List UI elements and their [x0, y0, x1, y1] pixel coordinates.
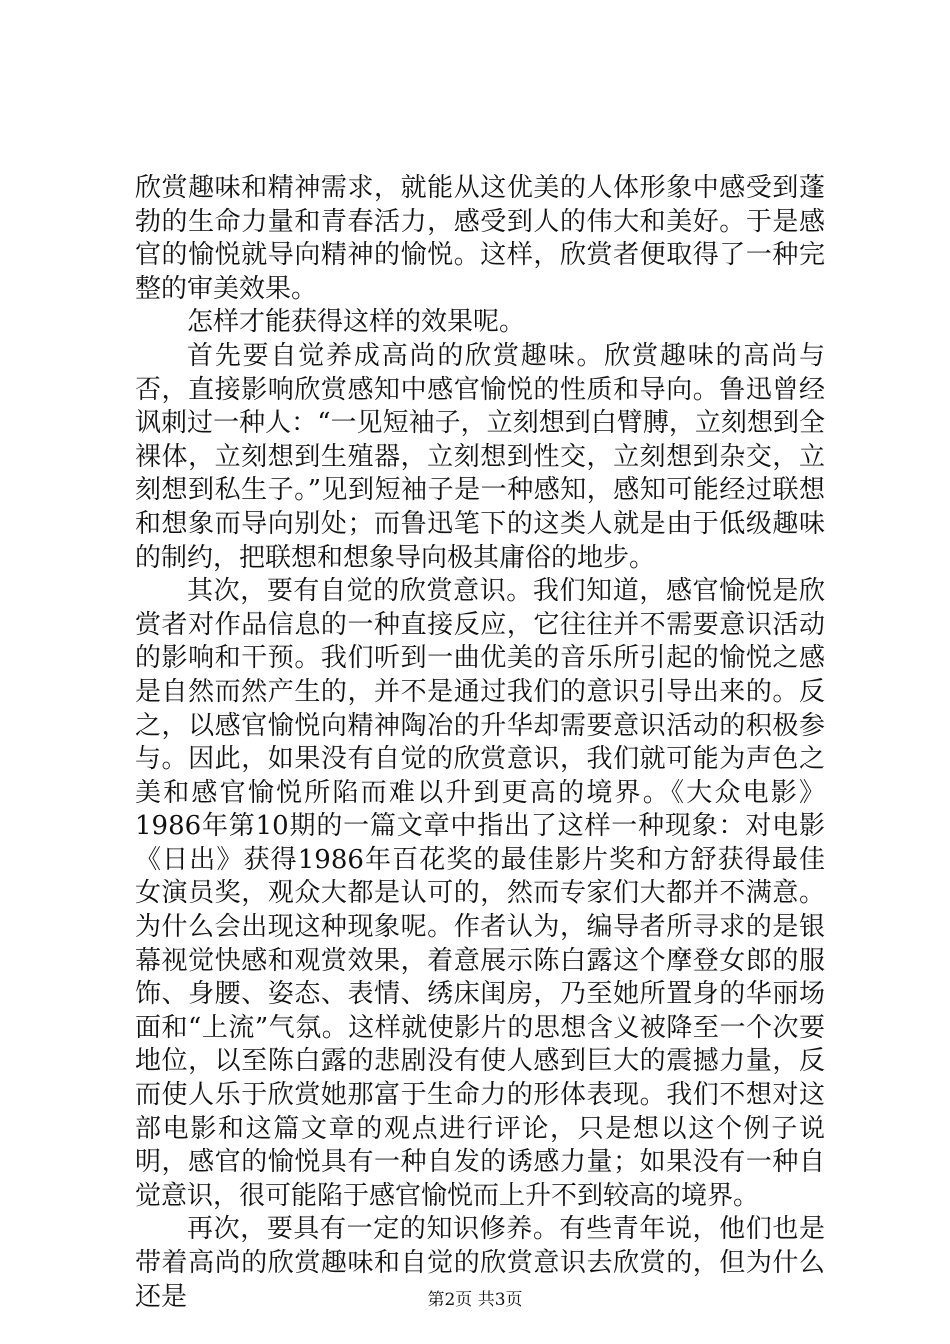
paragraph-third-point: 再次，要具有一定的知识修养。有些青年说，他们也是带着高尚的欣赏趣味和自觉的欣赏意识去欣赏的，但为什么还是 [135, 1214, 825, 1312]
body-text [135, 172, 825, 1314]
paragraph-question: 怎样才能获得这样的效果呢。 [187, 307, 526, 338]
paragraph-continuation: 欣赏趣味和精神需求，就能从这优美的人体形象中感受到蓬勃的生命力量和青春活力，感受到人的伟大和美好。于是感官的愉悦就导向精神的愉悦。这样，欣赏者便取得了一种完整的审美效果。 [135, 173, 825, 304]
paragraph-first-point: 首先要自觉养成高尚的欣赏趣味。欣赏趣味的高尚与否，直接影响欣赏感知中感官愉悦的性质和导向。鲁迅曾经讽刺过一种人：“一见短袖子，立刻想到白臂膊，立刻想到全裸体，立刻想到生殖器，立刻想到性交，立刻想到杂交，立刻想到私生子。”见到短袖子是一种感知，感知可能经过联想和想象而导向别处；而鲁迅笔下的这类人就是由于低级趣味的制约，把联想和想象导向极其庸俗的地步。 [135, 340, 825, 573]
paragraph-second-point: 其次，要有自觉的欣赏意识。我们知道，感官愉悦是欣赏者对作品信息的一种直接反应，它往往并不需要意识活动的影响和干预。我们听到一曲优美的音乐所引起的愉悦之感是自然而然产生的，并不是通过我们的意识引导出来的。反之，以感官愉悦向精神陶冶的升华却需要意识活动的积极参与。因此，如果没有自觉的欣赏意识，我们就可能为声色之美和感官愉悦所陷而难以升到更高的境界。《大众电影》1986年第10期的一篇文章中指出了这样一种现象：对电影《日出》获得1986年百花奖的最佳影片奖和方舒获得最佳女演员奖，观众大都是认可的，然而专家们大都并不满意。为什么会出现这种现象呢。作者认为，编导者所寻求的是银幕视觉快感和观赏效果，着意展示陈白露这个摩登女郎的服饰、身腰、姿态、表情、绣床闺房，乃至她所置身的华丽场面和“上流”气氛。这样就使影片的思想含义被降至一个次要地位，以至陈白露的悲剧没有使人感到巨大的震撼力量，反而使人乐于欣赏她那富于生命力的形体表现。我们不想对这部电影和这篇文章的观点进行评论，只是想以这个例子说明，感官的愉悦具有一种自发的诱感力量；如果没有一种自觉意识，很可能陷于感官愉悦而上升不到较高的境界。 [135, 576, 825, 1211]
page-footer: 第2页 共3页 [427, 1290, 523, 1310]
